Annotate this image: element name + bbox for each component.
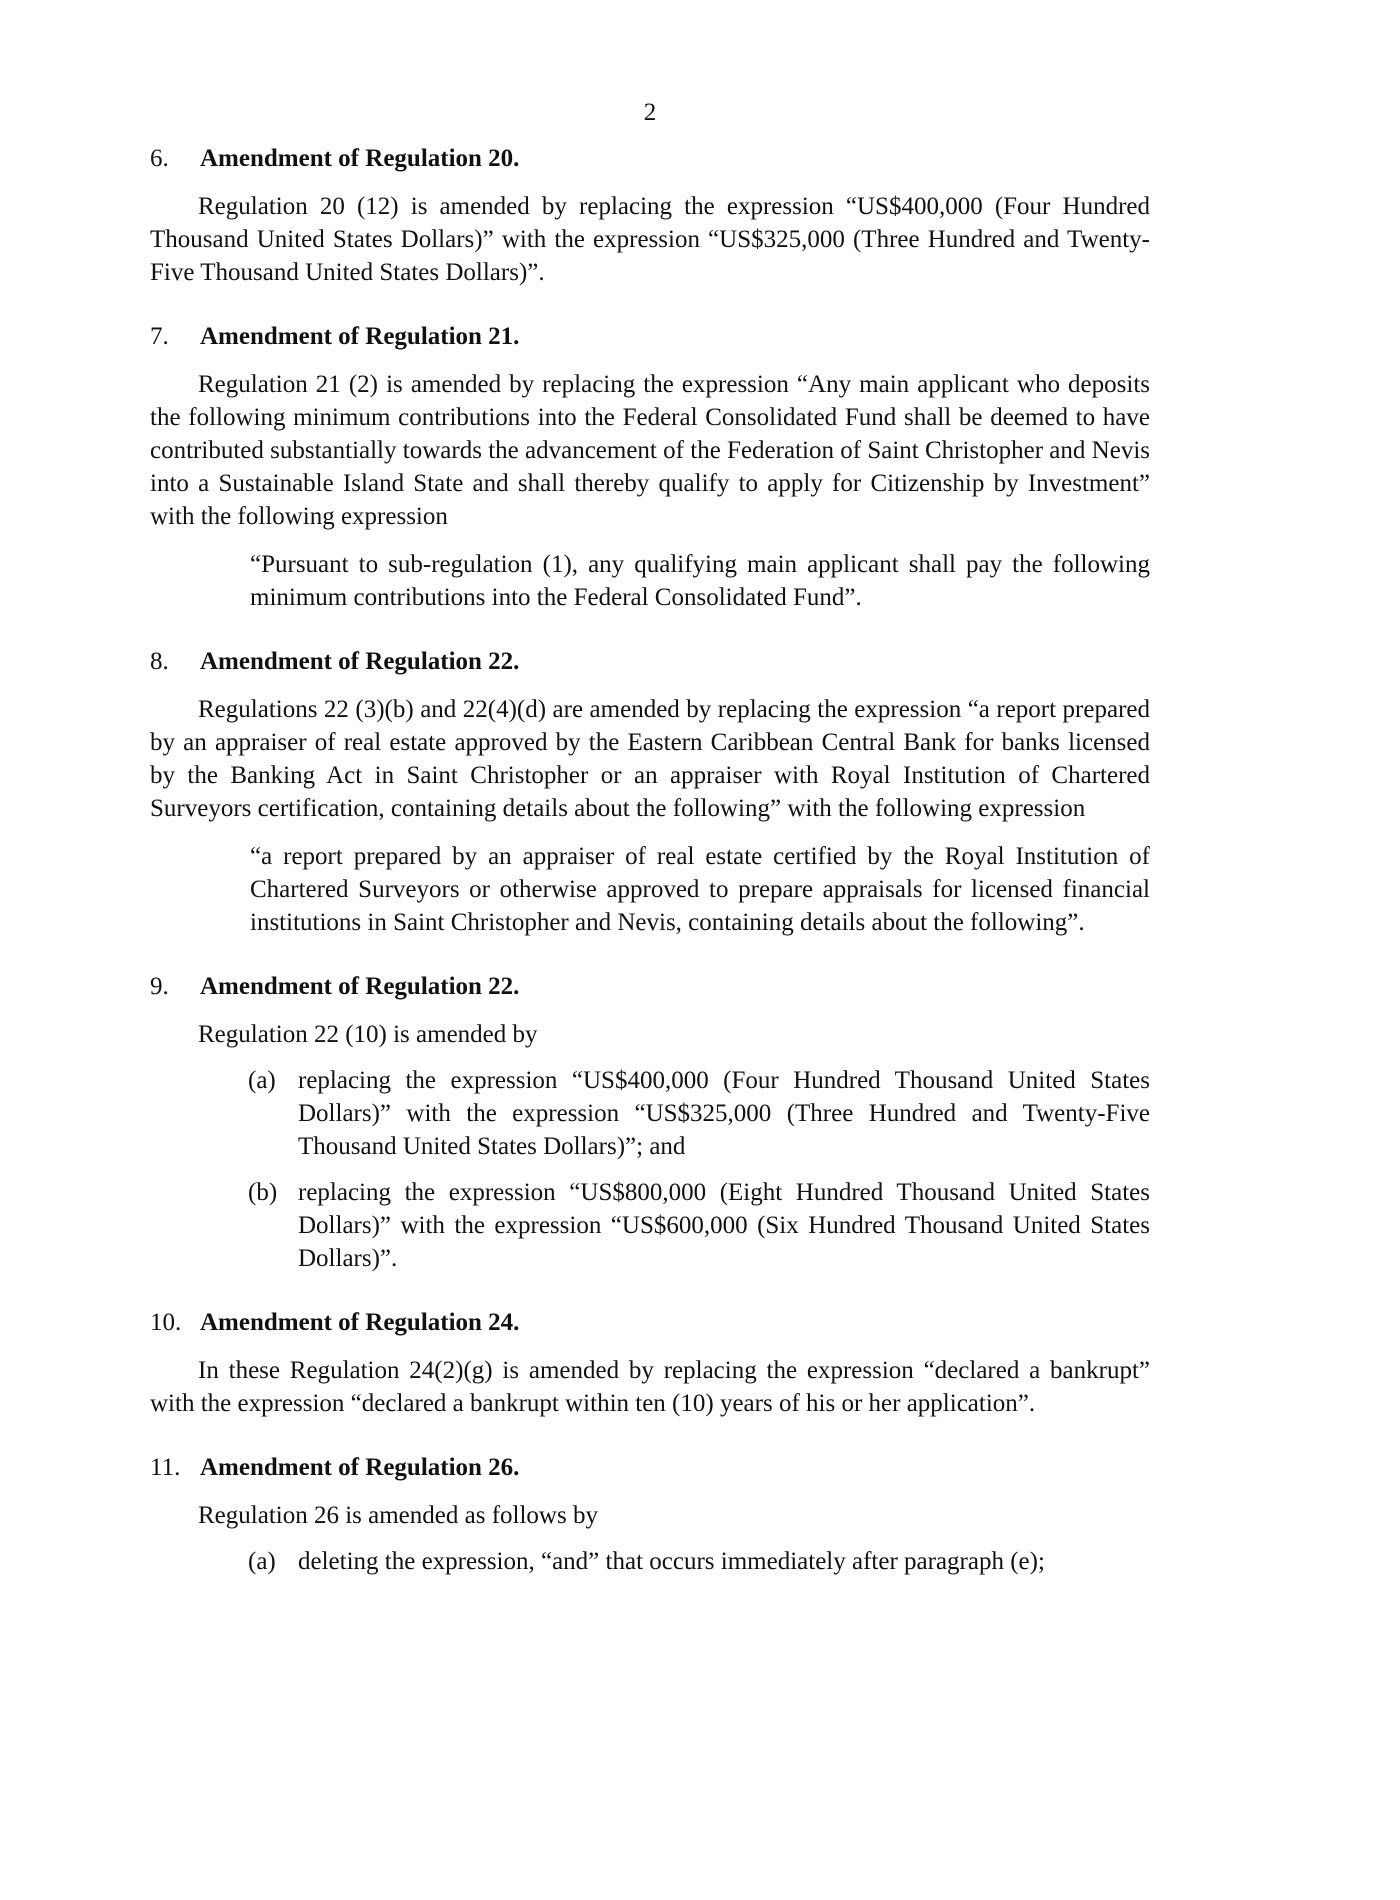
item-text: deleting the expression, “and” that occurs immediately after paragraph (e);: [298, 1548, 1045, 1575]
section-heading: [150, 142, 1150, 175]
item-label: (a): [248, 1067, 276, 1094]
section-title: Amendment of Regulation 21.: [200, 323, 520, 350]
quoted-expression: “a report prepared by an appraiser of real estate certified by the Royal Institution of Chartered Surveyors or otherwise approved to prepare appraisals for licensed financial institutions in Saint Christopher and Nevis, containing details about the following”.: [250, 843, 1150, 936]
section-heading: [150, 1306, 1150, 1339]
item-label: (b): [248, 1179, 278, 1206]
item-text: replacing the expression “US$400,000 (Four Hundred Thousand United States Dollars)” with the expression “US$325,000 (Three Hundred and Twenty-Five Thousand United States Dollars)”; and: [298, 1067, 1150, 1160]
section-heading: [150, 1451, 1150, 1484]
quoted-expression: “Pursuant to sub-regulation (1), any qualifying main applicant shall pay the following minimum contributions into the Federal Consolidated Fund”.: [250, 551, 1150, 611]
section-paragraph: Regulations 22 (3)(b) and 22(4)(d) are amended by replacing the expression “a report prepared by an appraiser of real estate approved by the Eastern Caribbean Central Bank for banks licensed by the Banking Act in Saint Christopher or an appraiser with Royal Institution of Chartered Surveyors certification, containing details about the following” with the following expression: [150, 696, 1150, 822]
section-heading: [150, 970, 1150, 1003]
item-text: replacing the expression “US$800,000 (Eight Hundred Thousand United States Dollars)” with the expression “US$600,000 (Six Hundred Thousand United States Dollars)”.: [298, 1179, 1150, 1272]
page-number: 2: [643, 99, 657, 126]
section-title: Amendment of Regulation 22.: [200, 973, 520, 1000]
section-number: 7.: [150, 323, 169, 350]
section-heading: [150, 320, 1150, 353]
section-paragraph: Regulation 22 (10) is amended by: [198, 1021, 538, 1048]
document-page: [150, 96, 1150, 1609]
section-9: [150, 970, 1150, 1275]
section-11: [150, 1451, 1150, 1578]
section-6: [150, 142, 1150, 289]
section-paragraph: Regulation 26 is amended as follows by: [198, 1502, 598, 1529]
list-item: [248, 1064, 1150, 1163]
section-title: Amendment of Regulation 20.: [200, 145, 520, 172]
section-paragraph: In these Regulation 24(2)(g) is amended by replacing the expression “declared a bankrupt” with the expression “declared a bankrupt within ten (10) years of his or her application”.: [150, 1357, 1150, 1417]
section-heading: [150, 645, 1150, 678]
list-item: [248, 1545, 1150, 1578]
section-number: 8.: [150, 648, 169, 675]
section-8: [150, 645, 1150, 939]
section-title: Amendment of Regulation 24.: [200, 1309, 520, 1336]
section-title: Amendment of Regulation 22.: [200, 648, 520, 675]
section-title: Amendment of Regulation 26.: [200, 1454, 520, 1481]
section-number: 11.: [150, 1454, 181, 1481]
section-10: [150, 1306, 1150, 1420]
item-label: (a): [248, 1548, 276, 1575]
section-paragraph: Regulation 21 (2) is amended by replacing the expression “Any main applicant who deposits the following minimum contributions into the Federal Consolidated Fund shall be deemed to have contributed substantially towards the advancement of the Federation of Saint Christopher and Nevis into a Sustainable Island State and shall thereby qualify to apply for Citizenship by Investment” with the following expression: [150, 371, 1150, 530]
section-7: [150, 320, 1150, 614]
section-number: 9.: [150, 973, 169, 1000]
section-number: 10.: [150, 1309, 182, 1336]
section-paragraph: Regulation 20 (12) is amended by replacing the expression “US$400,000 (Four Hundred Thousand United States Dollars)” with the expression “US$325,000 (Three Hundred and Twenty-Five Thousand United States Dollars)”.: [150, 193, 1150, 286]
section-number: 6.: [150, 145, 169, 172]
list-item: [248, 1176, 1150, 1275]
